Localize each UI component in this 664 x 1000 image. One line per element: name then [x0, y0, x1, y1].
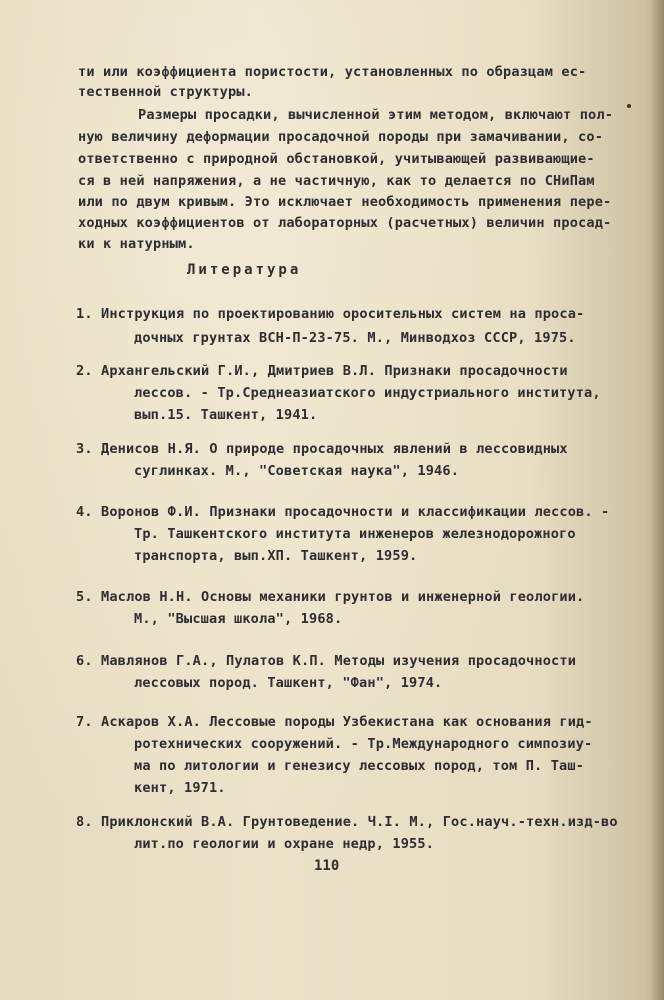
reference-line: вып.15. Ташкент, 1941. [134, 407, 318, 423]
reference-number: 8. [76, 814, 93, 830]
reference-line: М., "Высшая школа", 1968. [134, 611, 343, 627]
page-number: 110 [314, 858, 340, 874]
reference-number: 2. [76, 363, 93, 379]
body-text-line: ную величину деформации просадочной породы при замачивании, со- [78, 129, 604, 145]
reference-line: лит.по геологии и охране недр, 1955. [134, 836, 435, 852]
reference-line: Инструкция по проектированию оросительных систем на проса- [101, 306, 585, 322]
reference-number: 6. [76, 653, 93, 669]
reference-line: транспорта, вып.ХП. Ташкент, 1959. [134, 548, 418, 564]
reference-line: Архангельский Г.И., Дмитриев В.Л. Признаки просадочности [101, 363, 568, 379]
body-text-line: ки к натурным. [78, 236, 195, 252]
reference-line: ротехнических сооружений. - Тр.Международного симпозиу- [134, 736, 593, 752]
reference-line: ма по литологии и генезису лессовых пород, том П. Таш- [134, 758, 585, 774]
reference-line: Тр. Ташкентского института инженеров железнодорожного [134, 526, 576, 542]
body-text-line: тественной структуры. [78, 84, 254, 100]
body-text-line: Размеры просадки, вычисленной этим методом, включают пол- [138, 107, 614, 123]
reference-line: лессов. - Тр.Среднеазиатского индустриального института, [134, 385, 601, 401]
body-text-line: или по двум кривым. Это исключает необходимость применения пере- [78, 194, 612, 210]
reference-number: 4. [76, 504, 93, 520]
reference-number: 3. [76, 441, 93, 457]
reference-line: Мавлянов Г.А., Пулатов К.П. Методы изучения просадочности [101, 653, 577, 669]
reference-line: суглинках. М., "Советская наука", 1946. [134, 463, 460, 479]
reference-line: Денисов Н.Я. О природе просадочных явлений в лессовидных [101, 441, 568, 457]
page-edge-shadow [650, 0, 664, 1000]
reference-number: 7. [76, 714, 93, 730]
body-text-line: ся в ней напряжения, а не частичную, как то делается по СНиПам [78, 173, 595, 189]
body-text-line: ти или коэффициента пористости, установленных по образцам ес- [78, 64, 587, 80]
reference-line: Аскаров Х.А. Лессовые породы Узбекистана как основания гид- [101, 714, 593, 730]
reference-number: 5. [76, 589, 93, 605]
body-text-line: ответственно с природной обстановкой, учитывающей развивающие- [78, 151, 595, 167]
reference-line: кент, 1971. [134, 780, 226, 796]
reference-line: Приклонский В.А. Грунтоведение. Ч.I. М., Гос.науч.-техн.изд-во [101, 814, 618, 830]
reference-line: лессовых пород. Ташкент, "Фан", 1974. [134, 675, 443, 691]
ink-speck [627, 104, 631, 108]
reference-number: 1. [76, 306, 93, 322]
references-heading: Литература [187, 262, 302, 278]
reference-line: дочных грунтах ВСН-П-23-75. М., Минводхоз СССР, 1975. [134, 330, 576, 346]
reference-line: Воронов Ф.И. Признаки просадочности и классификации лессов. - [101, 504, 610, 520]
reference-line: Маслов Н.Н. Основы механики грунтов и инженерной геологии. [101, 589, 585, 605]
body-text-line: ходных коэффициентов от лабораторных (расчетных) величин просад- [78, 215, 612, 231]
